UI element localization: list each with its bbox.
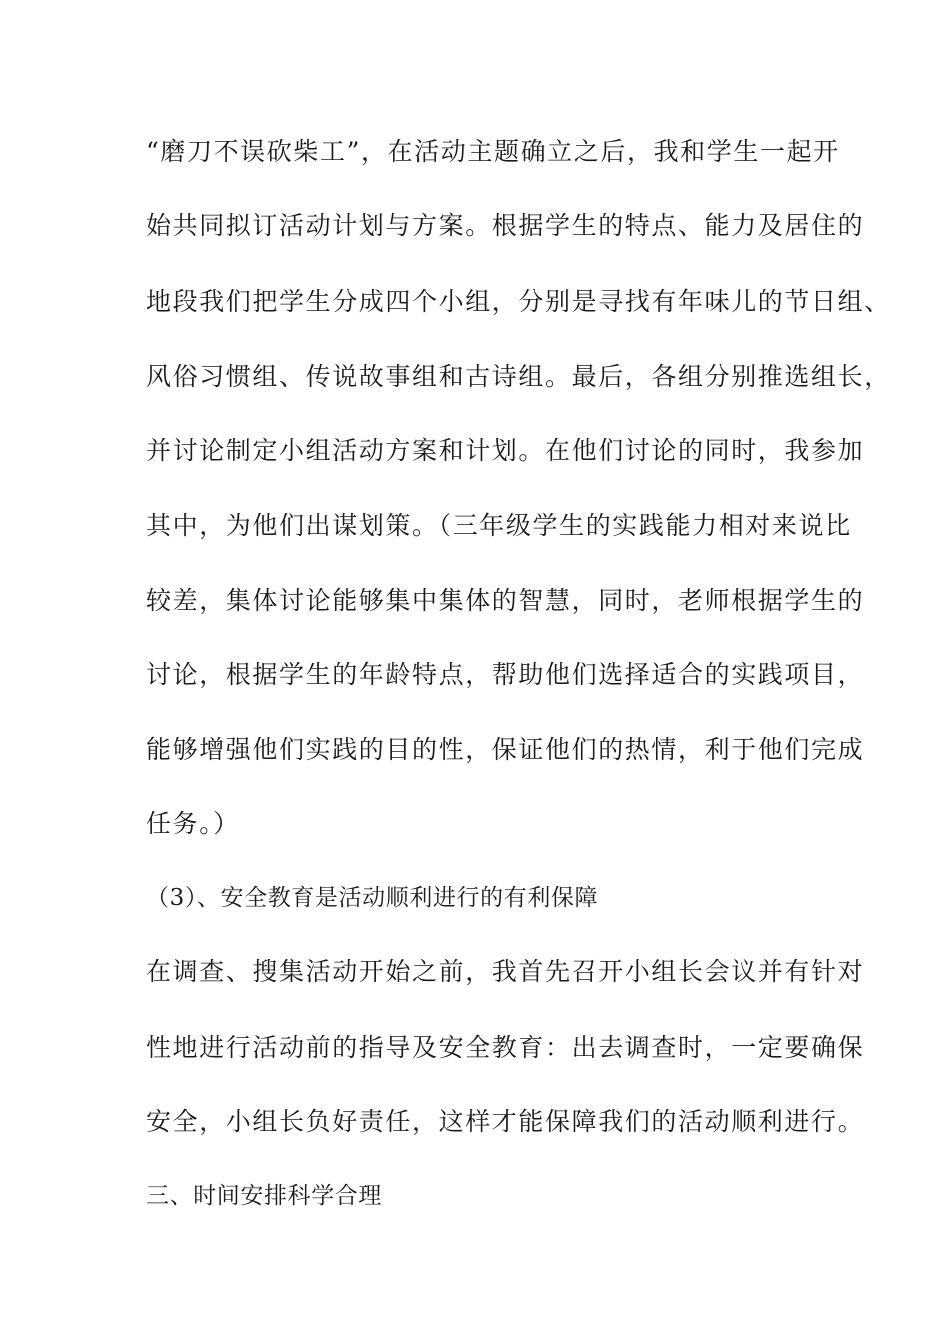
paragraph-line: 任务。） [146,809,240,838]
section-heading: （3）、安全教育是活动顺利进行的有利保障 [146,885,599,911]
paragraph-line: 安全，小组长负好责任，这样才能保障我们的活动顺利进行。 [146,1107,865,1136]
paragraph-line: 风俗习惯组、传说故事组和古诗组。最后，各组分别推选组长， [146,362,891,391]
paragraph-line: 在调查、搜集活动开始之前，我首先召开小组长会议并有针对 [146,957,865,986]
paragraph-line: 讨论，根据学生的年龄特点，帮助他们选择适合的实践项目， [146,660,865,689]
paragraph-line: 较差，集体讨论能够集中集体的智慧，同时，老师根据学生的 [146,586,865,615]
paragraph-line: 并讨论制定小组活动方案和计划。在他们讨论的同时，我参加 [146,436,865,465]
paragraph-line: 始共同拟订活动计划与方案。根据学生的特点、能力及居住的 [146,211,865,240]
paragraph-line: “磨刀不误砍柴工”，在活动主题确立之后，我和学生一起开 [146,137,840,166]
paragraph-line: 其中，为他们出谋划策。（三年级学生的实践能力相对来说比 [146,511,852,540]
paragraph-line: 地段我们把学生分成四个小组，分别是寻找有年味儿的节日组、 [146,287,891,316]
section-heading: 三、时间安排科学合理 [146,1183,382,1209]
paragraph-line: 性地进行活动前的指导及安全教育：出去调查时，一定要确保 [146,1033,865,1062]
paragraph-line: 能够增强他们实践的目的性，保证他们的热情，利于他们完成 [146,735,865,764]
